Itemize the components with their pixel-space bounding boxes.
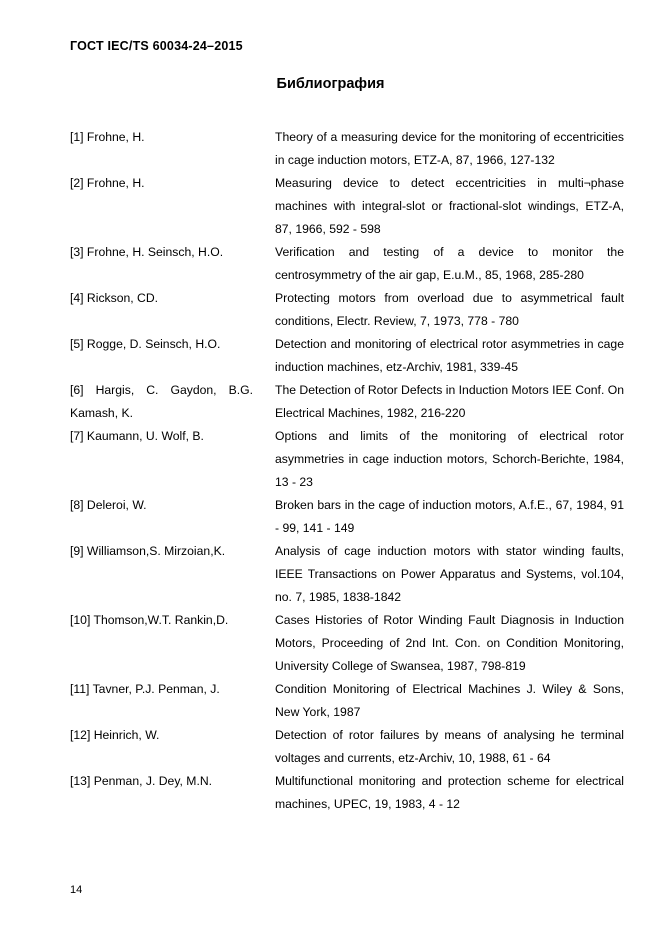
entry-citation: Protecting motors from overload due to asymmetrical fault conditions, Electr. Review, 7, 1973, 778 - 780 (275, 291, 624, 328)
bibliography-entry (70, 379, 624, 425)
bibliography-entry (70, 724, 624, 770)
entry-citation: The Detection of Rotor Defects in Induction Motors IEE Conf. On Electrical Machines, 1982, 216-220 (275, 383, 624, 420)
entry-citation: Detection and monitoring of electrical rotor asymmetries in cage induction machines, etz-Archiv, 1981, 339-45 (275, 337, 624, 374)
entry-citation: Measuring device to detect eccentricities in multi¬phase machines with integral-slot or fractional-slot windings, ETZ-A, 87, 1966, 592 - 598 (275, 176, 624, 236)
bibliography-entry (70, 425, 624, 494)
entry-citation: Options and limits of the monitoring of electrical rotor asymmetries in cage induction motors, Schorch-Berichte, 1984, 13 - 23 (275, 429, 624, 489)
entry-author: [4] Rickson, CD. (70, 291, 159, 305)
entry-author: [1] Frohne, H. (70, 130, 145, 144)
entry-citation: Theory of a measuring device for the monitoring of eccentricities in cage induction motors, ETZ-A, 87, 1966, 127-132 (275, 130, 624, 167)
entry-author: [5] Rogge, D. Seinsch, H.O. (70, 337, 221, 351)
entry-citation: Broken bars in the cage of induction motors, A.f.E., 67, 1984, 91 - 99, 141 - 149 (275, 498, 624, 535)
entry-author: [12] Heinrich, W. (70, 728, 160, 742)
bibliography-entry (70, 287, 624, 333)
entry-author: [7] Kaumann, U. Wolf, B. (70, 429, 204, 443)
entry-author: [13] Penman, J. Dey, M.N. (70, 774, 213, 788)
bibliography-entry (70, 770, 624, 816)
bibliography-entry (70, 609, 624, 678)
entry-author: [8] Deleroi, W. (70, 498, 147, 512)
bibliography-entry (70, 678, 624, 724)
page-title: Библиография (276, 76, 385, 92)
entry-author: [10] Thomson,W.T. Rankin,D. (70, 613, 229, 627)
entry-citation: Cases Histories of Rotor Winding Fault Diagnosis in Induction Motors, Proceeding of 2nd Int. Con. on Condition Monitoring, University College of Swansea, 1987, 798-819 (275, 613, 624, 673)
entry-author: [9] Williamson,S. Mirzoian,K. (70, 544, 226, 558)
bibliography-entry (70, 540, 624, 609)
page-number: 14 (70, 884, 83, 896)
bibliography-list (70, 126, 624, 816)
entry-citation: Detection of rotor failures by means of analysing he terminal voltages and currents, etz-Archiv, 10, 1988, 61 - 64 (275, 728, 624, 765)
bibliography-entry (70, 172, 624, 241)
entry-citation: Multifunctional monitoring and protection scheme for electrical machines, UPEC, 19, 1983, 4 - 12 (275, 774, 624, 811)
bibliography-entry (70, 241, 624, 287)
entry-citation: Condition Monitoring of Electrical Machines J. Wiley & Sons, New York, 1987 (275, 682, 624, 719)
entry-author: [6] Hargis, C. Gaydon, B.G. Kamash, K. (70, 383, 253, 420)
entry-author: [2] Frohne, H. (70, 176, 145, 190)
bibliography-entry (70, 126, 624, 172)
entry-citation: Verification and testing of a device to monitor the centrosymmetry of the air gap, E.u.M., 85, 1968, 285-280 (275, 245, 624, 282)
bibliography-entry (70, 494, 624, 540)
entry-citation: Analysis of cage induction motors with stator winding faults, IEEE Transactions on Power Apparatus and Systems, vol.104, no. 7, 1985, 1838-1842 (275, 544, 624, 604)
document-header: ГОСТ IEC/TS 60034-24–2015 (70, 39, 243, 53)
bibliography-entry (70, 333, 624, 379)
entry-author: [11] Tavner, P.J. Penman, J. (70, 682, 220, 696)
entry-author: [3] Frohne, H. Seinsch, H.O. (70, 245, 224, 259)
